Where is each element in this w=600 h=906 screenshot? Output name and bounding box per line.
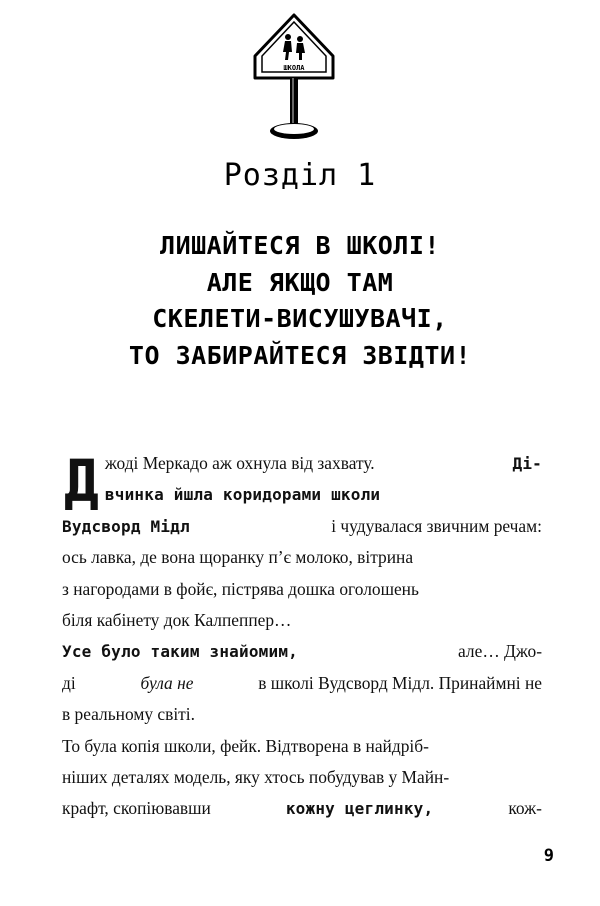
- chapter-title: [0, 228, 600, 374]
- text-line: [62, 511, 542, 542]
- body-text: [62, 448, 542, 825]
- emphasis-segment: Вудсворд Мідл: [62, 516, 190, 536]
- text-segment: крафт, скопіювавши: [62, 798, 211, 819]
- chapter-label: Розділ 1: [223, 158, 377, 193]
- text-line: [62, 542, 542, 573]
- text-segment: в школі Вудсворд Мідл. Принаймні не: [258, 672, 542, 693]
- text-segment: і чудувалася звичним речам:: [331, 515, 542, 536]
- text-line: [62, 636, 542, 667]
- text-segment: біля кабінету док Калпеппер…: [62, 609, 292, 630]
- drop-cap: Д: [64, 447, 99, 515]
- chapter-title-line: ТО ЗАБИРАЙТЕСЯ ЗВІДТИ!: [128, 340, 472, 370]
- text-segment: в реальному світі.: [62, 704, 195, 725]
- text-segment: жоді Меркадо аж охнула від захвату.: [104, 453, 375, 473]
- text-line: [62, 762, 542, 793]
- text-line: [62, 699, 542, 730]
- text-segment: кож-: [508, 798, 542, 819]
- emphasis-segment: кожну цеглинку,: [285, 799, 434, 819]
- text-segment: ді: [62, 672, 76, 693]
- text-segment: То була копія школи, фейк. Відтворена в найдріб-: [62, 735, 429, 756]
- school-crossing-sign-icon: [252, 12, 336, 142]
- chapter-title-line: СКЕЛЕТИ-ВИСУШУВАЧІ,: [152, 304, 448, 333]
- text-line: [105, 448, 542, 479]
- text-line: [62, 605, 542, 636]
- text-line: [62, 793, 542, 824]
- chapter-title-line: ЛИШАЙТЕСЯ В ШКОЛІ!: [160, 231, 440, 260]
- text-line: [62, 574, 542, 605]
- text-segment: ось лавка, де вона щоранку п’є молоко, вітрина: [62, 547, 414, 568]
- page-number: 9: [543, 846, 554, 866]
- emphasis-segment: Ді-: [512, 454, 542, 473]
- text-line: [62, 668, 542, 699]
- chapter-title-line: АЛЕ ЯКЩО ТАМ: [206, 267, 394, 297]
- text-line: [62, 731, 542, 762]
- text-line: [105, 479, 542, 510]
- sign-label: ШКОЛА: [283, 64, 305, 72]
- italic-segment: була не: [140, 672, 194, 693]
- text-segment: з нагородами в фойє, пістрява дошка оголошень: [62, 578, 419, 599]
- emphasis-segment: Усе було таким знайомим,: [62, 642, 298, 662]
- emphasis-segment: вчинка йшла коридорами школи: [104, 485, 381, 505]
- text-segment: але… Джо-: [458, 641, 542, 662]
- text-segment: ніших деталях модель, яку хтось побудував у Майн-: [62, 766, 450, 787]
